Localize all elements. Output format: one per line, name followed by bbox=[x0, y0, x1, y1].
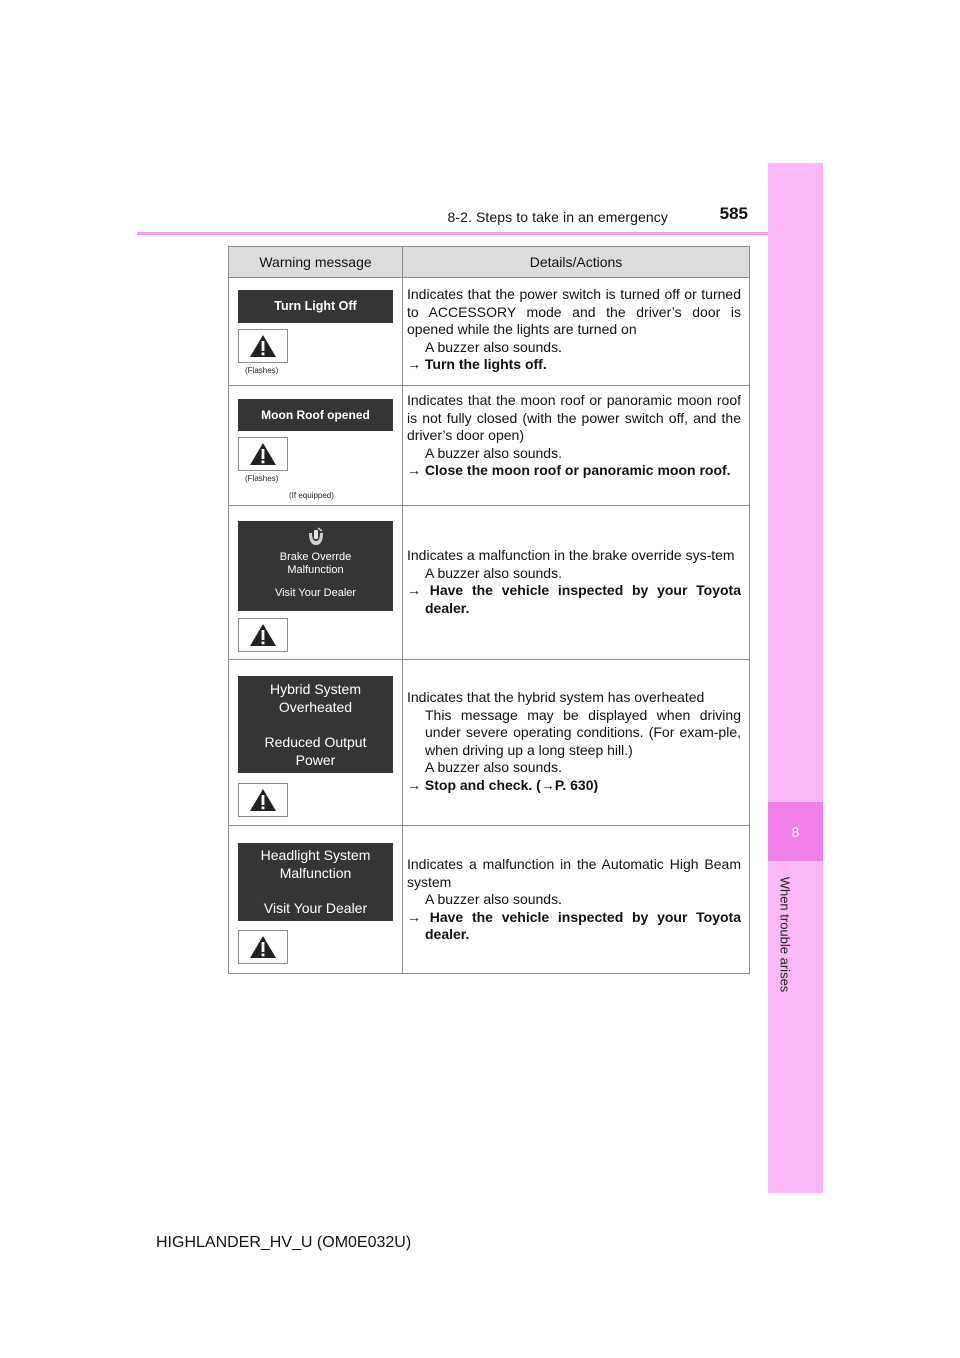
details-sub: A buzzer also sounds. bbox=[425, 444, 562, 461]
details-sub: A buzzer also sounds. bbox=[425, 891, 562, 907]
if-equipped-note: (If equipped) bbox=[289, 491, 334, 500]
details-sub: A buzzer also sounds. bbox=[425, 759, 562, 775]
warning-triangle-icon bbox=[238, 618, 288, 652]
details-sub: This message may be displayed when driving under severe operating conditions. (For exam-ple, when driving up a long steep hill.) bbox=[425, 706, 741, 758]
arrow-icon: → bbox=[540, 776, 555, 793]
details-cell bbox=[407, 392, 741, 480]
header-rule bbox=[137, 232, 822, 235]
arrow-icon: → bbox=[407, 582, 421, 598]
side-tab bbox=[768, 163, 823, 1193]
display-hybrid-overheated: Hybrid System Overheated Reduced Output Power bbox=[238, 676, 393, 773]
section-title: 8-2. Steps to take in an emergency bbox=[447, 209, 668, 225]
flashes-note: (Flashes) bbox=[245, 366, 279, 375]
row-divider bbox=[229, 659, 749, 660]
display-brake-override: Brake Overrde Malfunction Visit Your Dealer bbox=[238, 521, 393, 611]
details-text: Indicates that the power switch is turned off or turned to ACCESSORY mode and the driver’s door is opened while the lights are turned on bbox=[407, 286, 741, 337]
chapter-label-text: When trouble arises bbox=[777, 876, 793, 992]
header-details-actions: Details/Actions bbox=[529, 254, 623, 270]
details-sub: A buzzer also sounds. bbox=[425, 338, 562, 355]
display-moon-roof-opened: Moon Roof opened bbox=[238, 399, 393, 431]
details-cell bbox=[407, 689, 741, 794]
warning-triangle-icon bbox=[238, 437, 288, 471]
details-text: Indicates a malfunction in the Automatic High Beam system bbox=[407, 856, 741, 890]
column-divider bbox=[402, 247, 403, 973]
warning-triangle-icon bbox=[238, 930, 288, 964]
chapter-number-tab: 8 bbox=[768, 802, 823, 861]
details-text: Indicates that the hybrid system has overheated bbox=[407, 689, 705, 705]
arrow-icon: → bbox=[407, 356, 421, 372]
details-text: Indicates a malfunction in the brake override sys-tem bbox=[407, 547, 735, 563]
warning-triangle-icon bbox=[238, 329, 288, 363]
row-divider bbox=[229, 825, 749, 826]
details-text: Indicates that the moon roof or panoramic moon roof is not fully closed (with the power switch off, and the driver’s door open) bbox=[407, 392, 741, 443]
details-sub: A buzzer also sounds. bbox=[425, 564, 562, 581]
display-turn-light-off: Turn Light Off bbox=[238, 290, 393, 323]
arrow-icon: → bbox=[407, 908, 421, 925]
table-header bbox=[229, 247, 749, 278]
details-cell bbox=[407, 856, 741, 944]
chapter-label bbox=[772, 868, 798, 1000]
action-text: → Stop and check. (→P. 630) bbox=[407, 776, 599, 793]
display-headlight-malfunction: Headlight System Malfunction Visit Your Dealer bbox=[238, 843, 393, 921]
flashes-note: (Flashes) bbox=[245, 474, 279, 483]
details-cell bbox=[407, 286, 741, 374]
row-divider bbox=[229, 505, 749, 506]
row-divider bbox=[229, 385, 749, 386]
details-cell bbox=[407, 547, 741, 617]
action-text: → Close the moon roof or panoramic moon roof. bbox=[407, 462, 731, 478]
arrow-icon: → bbox=[407, 462, 421, 478]
action-text: → Turn the lights off. bbox=[407, 356, 547, 372]
header-warning-message: Warning message bbox=[259, 254, 372, 270]
brake-override-icon bbox=[306, 527, 326, 547]
footer-model-code: HIGHLANDER_HV_U (OM0E032U) bbox=[156, 1234, 412, 1251]
arrow-icon: → bbox=[407, 776, 421, 793]
warning-triangle-icon bbox=[238, 783, 288, 817]
action-text: → Have the vehicle inspected by your Toyota dealer. bbox=[407, 908, 741, 942]
warning-message-table bbox=[228, 246, 750, 974]
action-text: → Have the vehicle inspected by your Toyota dealer. bbox=[407, 582, 741, 616]
page-number: 585 bbox=[719, 204, 748, 223]
